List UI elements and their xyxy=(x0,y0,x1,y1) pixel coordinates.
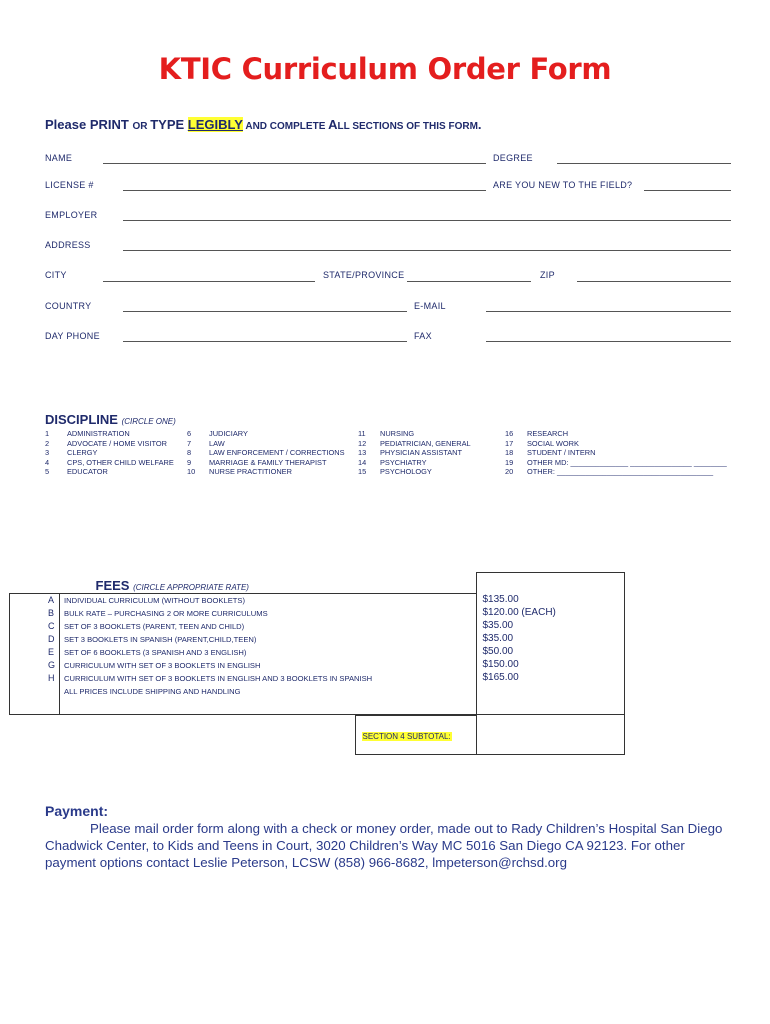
state-field[interactable] xyxy=(407,281,531,282)
fees-heading: FEES xyxy=(95,577,134,593)
option-label: PSYCHOLOGY xyxy=(380,467,432,476)
fee-price: $135.00 xyxy=(482,594,519,605)
option-number: 18 xyxy=(505,448,514,457)
discipline-column-3 xyxy=(358,429,471,477)
option-label: ADVOCATE / HOME VISITOR xyxy=(67,438,167,448)
discipline-column-2 xyxy=(187,429,345,477)
address-label: ADDRESS xyxy=(45,240,91,250)
instr-legibly: LEGIBLY xyxy=(187,117,243,132)
option-number: 17 xyxy=(505,438,514,448)
fee-desc[interactable]: SET OF 3 BOOKLETS (PARENT, TEEN AND CHILD) xyxy=(64,621,245,631)
discipline-option[interactable] xyxy=(505,439,727,449)
payment-heading: Payment: xyxy=(45,803,109,819)
discipline-option[interactable] xyxy=(45,429,174,439)
fee-desc[interactable]: INDIVIDUAL CURRICULUM (WITHOUT BOOKLETS) xyxy=(64,595,245,605)
discipline-option[interactable] xyxy=(358,439,471,449)
fee-letter: A xyxy=(48,594,55,605)
discipline-option[interactable] xyxy=(187,458,345,468)
new-to-field-label: ARE YOU NEW TO THE FIELD? xyxy=(493,180,633,190)
option-label: NURSING xyxy=(380,429,415,438)
name-label: NAME xyxy=(45,153,73,163)
zip-field[interactable] xyxy=(577,281,731,282)
fee-desc[interactable]: CURRICULUM WITH SET OF 3 BOOKLETS IN ENGLISH AND 3 BOOKLETS IN SPANISH xyxy=(64,673,373,683)
option-label: SOCIAL WORK xyxy=(527,438,579,448)
fees-desc-cell xyxy=(60,593,477,714)
discipline-option[interactable] xyxy=(187,439,345,449)
option-label: EDUCATOR xyxy=(67,467,108,476)
fax-label: FAX xyxy=(414,331,432,341)
instr-part5: A xyxy=(328,117,338,132)
discipline-option[interactable] xyxy=(187,467,345,477)
instr-part4: AND COMPLETE xyxy=(242,121,329,132)
fee-letter: B xyxy=(48,607,55,618)
discipline-option[interactable] xyxy=(358,467,471,477)
fees-note: ALL PRICES INCLUDE SHIPPING AND HANDLING xyxy=(64,686,241,696)
subtotal-label-box xyxy=(355,715,477,755)
name-field[interactable] xyxy=(103,163,486,164)
email-field[interactable] xyxy=(486,311,731,312)
discipline-option[interactable] xyxy=(187,429,345,439)
fee-price: $120.00 (EACH) xyxy=(482,607,556,618)
option-number: 6 xyxy=(187,429,192,438)
employer-field[interactable] xyxy=(123,220,731,221)
address-field[interactable] xyxy=(123,250,731,251)
license-field[interactable] xyxy=(123,190,486,191)
subtotal-field[interactable] xyxy=(476,714,624,755)
fee-desc[interactable]: SET OF 6 BOOKLETS (3 SPANISH AND 3 ENGLISH) xyxy=(64,647,247,657)
license-label: LICENSE # xyxy=(45,180,94,190)
option-label: PSYCHIATRY xyxy=(380,457,427,467)
page-title: KTIC Curriculum Order Form xyxy=(158,52,612,86)
fee-desc[interactable]: SET 3 BOOKLETS IN SPANISH (PARENT,CHILD,TEEN) xyxy=(64,634,257,644)
fees-letters-cell xyxy=(10,593,60,714)
option-label: LAW xyxy=(209,438,225,448)
fees-subheading: (CIRCLE APPROPRIATE RATE) xyxy=(133,582,249,592)
fee-desc[interactable]: BULK RATE – PURCHASING 2 OR MORE CURRICULUMS xyxy=(64,608,268,618)
option-label: PHYSICIAN ASSISTANT xyxy=(380,448,462,457)
option-number: 7 xyxy=(187,438,192,448)
option-number: 16 xyxy=(505,429,514,438)
fees-heading-cell xyxy=(60,573,477,594)
option-number: 2 xyxy=(45,438,50,448)
city-label: CITY xyxy=(45,270,67,280)
fee-letter: C xyxy=(48,620,55,631)
new-to-field-field[interactable] xyxy=(644,190,731,191)
fee-price: $35.00 xyxy=(482,633,514,644)
option-number: 12 xyxy=(358,438,367,448)
discipline-option[interactable] xyxy=(187,448,345,458)
fee-price: $50.00 xyxy=(482,646,514,657)
city-field[interactable] xyxy=(103,281,315,282)
fee-letter: G xyxy=(48,659,56,670)
option-label: OTHER MD: ______________ _______________ ________ xyxy=(527,457,727,467)
instr-part2: OR xyxy=(132,121,151,132)
discipline-option[interactable] xyxy=(45,467,174,477)
instr-part6: LL SECTIONS OF THIS FORM xyxy=(337,121,478,132)
option-label: MARRIAGE & FAMILY THERAPIST xyxy=(209,457,327,467)
day-phone-label: DAY PHONE xyxy=(45,331,100,341)
option-label: ADMINISTRATION xyxy=(67,429,130,438)
zip-label: ZIP xyxy=(540,270,555,280)
fee-price: $150.00 xyxy=(482,659,519,670)
fee-price: $35.00 xyxy=(482,620,514,631)
email-label: E-MAIL xyxy=(414,301,446,311)
discipline-option[interactable] xyxy=(45,458,174,468)
discipline-option[interactable] xyxy=(505,467,727,477)
discipline-heading xyxy=(45,412,176,427)
fee-letter: D xyxy=(48,633,55,644)
option-number: 3 xyxy=(45,448,50,457)
fee-price: $165.00 xyxy=(482,672,519,683)
option-number: 15 xyxy=(358,467,367,476)
fee-letter: E xyxy=(48,646,55,657)
option-number: 4 xyxy=(45,457,50,467)
fees-section xyxy=(9,572,625,755)
payment-section xyxy=(45,803,735,871)
option-label: RESEARCH xyxy=(527,429,569,438)
fee-letter: H xyxy=(48,672,55,683)
discipline-option[interactable] xyxy=(358,448,471,458)
fax-field[interactable] xyxy=(486,341,731,342)
degree-field[interactable] xyxy=(557,163,731,164)
country-field[interactable] xyxy=(123,311,407,312)
employer-label: EMPLOYER xyxy=(45,210,98,220)
option-number: 5 xyxy=(45,467,50,476)
discipline-option[interactable] xyxy=(505,429,727,439)
option-label: NURSE PRACTITIONER xyxy=(209,467,292,476)
option-number: 9 xyxy=(187,457,192,467)
state-label: STATE/PROVINCE xyxy=(323,270,405,280)
instructions xyxy=(45,117,482,132)
country-label: COUNTRY xyxy=(45,301,92,311)
option-number: 8 xyxy=(187,448,192,457)
option-number: 1 xyxy=(45,429,50,438)
discipline-option[interactable] xyxy=(505,448,727,458)
payment-text: Please mail order form along with a check or money order, made out to Rady Children’s Hospital San Diego Chadwick Center, to Kids and Teens in Court, 3020 Children’s Way MC 5016 San Diego CA 92123. For other payment options contact Leslie Peterson, LCSW (858) 966-8682, lmpeterson@rchsd.org xyxy=(45,821,723,870)
fees-table xyxy=(9,572,625,755)
discipline-column-1 xyxy=(45,429,174,477)
discipline-option[interactable] xyxy=(358,458,471,468)
option-label: CLERGY xyxy=(67,448,98,457)
discipline-option[interactable] xyxy=(45,448,174,458)
option-number: 14 xyxy=(358,457,367,467)
discipline-option[interactable] xyxy=(505,458,727,468)
option-label: CPS, OTHER CHILD WELFARE xyxy=(67,457,174,467)
discipline-subheading: (CIRCLE ONE) xyxy=(121,417,176,426)
fees-price-cell xyxy=(476,593,624,714)
option-label: LAW ENFORCEMENT / CORRECTIONS xyxy=(209,448,345,457)
instr-part3: TYPE xyxy=(150,117,188,132)
option-number: 11 xyxy=(358,429,366,438)
degree-label: DEGREE xyxy=(493,153,533,163)
discipline-option[interactable] xyxy=(358,429,471,439)
option-label: JUDICIARY xyxy=(209,429,248,438)
option-number: 10 xyxy=(187,467,196,476)
instr-part1: Please PRINT xyxy=(45,117,133,132)
discipline-heading-text: DISCIPLINE xyxy=(45,412,122,427)
option-label: STUDENT / INTERN xyxy=(527,448,596,457)
option-label: OTHER: ______________________________________ xyxy=(527,467,714,476)
discipline-column-4 xyxy=(505,429,727,477)
option-number: 13 xyxy=(358,448,367,457)
day-phone-field[interactable] xyxy=(123,341,407,342)
subtotal-label: SECTION 4 SUBTOTAL: xyxy=(362,731,451,741)
option-label: PEDIATRICIAN, GENERAL xyxy=(380,438,471,448)
discipline-option[interactable] xyxy=(45,439,174,449)
fee-desc[interactable]: CURRICULUM WITH SET OF 3 BOOKLETS IN ENGLISH xyxy=(64,660,261,670)
instr-part7: . xyxy=(477,117,482,132)
option-number: 20 xyxy=(505,467,514,476)
subtotal-label-cell xyxy=(60,714,477,755)
option-number: 19 xyxy=(505,457,514,467)
